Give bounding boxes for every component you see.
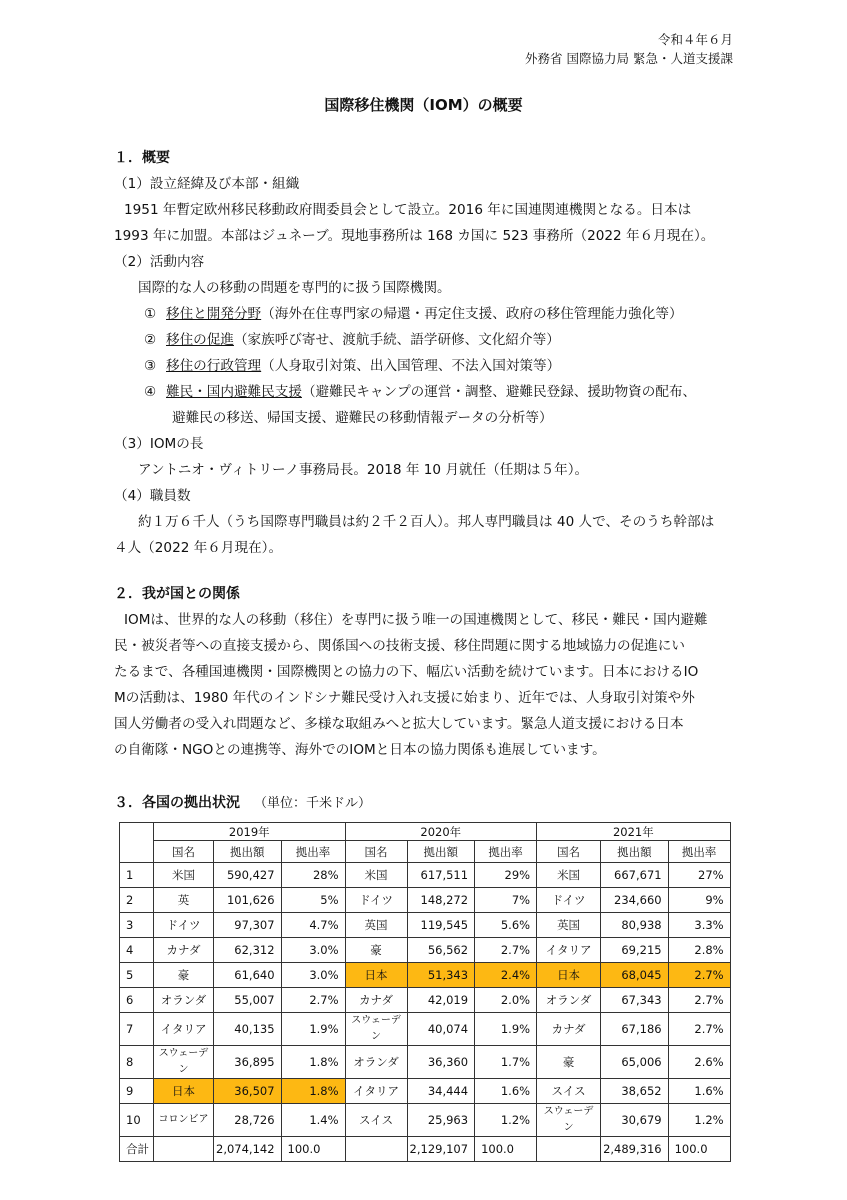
activity-item-desc: （人身取引対策、出入国管理、不法入国対策等） xyxy=(261,358,561,374)
activity-item-title: 移住の行政管理 xyxy=(166,358,262,374)
table-year-row xyxy=(120,823,731,841)
rate-cell: 2.7% xyxy=(475,938,537,963)
amount-cell: 2,489,316 xyxy=(601,1137,669,1162)
amount-cell: 38,652 xyxy=(601,1079,669,1104)
table-row xyxy=(120,938,731,963)
amount-cell: 97,307 xyxy=(214,913,282,938)
activity-item: ④ 難民・国内避難民支援（避難民キャンプの運営・調整、避難民登録、援助物資の配布、 xyxy=(144,384,697,400)
column-header: 国名 xyxy=(345,841,407,863)
country-cell: カナダ xyxy=(537,1013,601,1046)
amount-cell: 69,215 xyxy=(601,938,669,963)
amount-cell: 36,507 xyxy=(214,1079,282,1104)
document-department: 外務省 国際協力局 緊急・人道支援課 xyxy=(525,51,733,66)
amount-cell: 55,007 xyxy=(214,988,282,1013)
rate-cell: 100.0 xyxy=(668,1137,730,1162)
amount-cell: 30,679 xyxy=(601,1104,669,1137)
amount-cell: 2,129,107 xyxy=(407,1137,475,1162)
amount-cell: 101,626 xyxy=(214,888,282,913)
rate-cell: 2.6% xyxy=(668,1046,730,1079)
rank-cell: 6 xyxy=(120,988,154,1013)
amount-cell: 28,726 xyxy=(214,1104,282,1137)
country-cell: イタリア xyxy=(154,1013,214,1046)
rank-cell: 7 xyxy=(120,1013,154,1046)
rate-cell: 27% xyxy=(668,863,730,888)
rate-cell: 5% xyxy=(281,888,345,913)
country-cell: ドイツ xyxy=(537,888,601,913)
column-header: 拠出額 xyxy=(601,841,669,863)
rate-cell: 100.0 xyxy=(281,1137,345,1162)
rank-cell: 10 xyxy=(120,1104,154,1137)
amount-cell: 67,186 xyxy=(601,1013,669,1046)
country-cell: スウェーデン xyxy=(154,1046,214,1079)
table-row xyxy=(120,1104,731,1137)
country-cell: イタリア xyxy=(345,1079,407,1104)
rate-cell: 2.7% xyxy=(668,988,730,1013)
section3-unit: （単位：千米ドル） xyxy=(254,796,372,811)
amount-cell: 67,343 xyxy=(601,988,669,1013)
rate-cell: 2.4% xyxy=(475,963,537,988)
rate-cell: 2.7% xyxy=(668,963,730,988)
column-header: 国名 xyxy=(154,841,214,863)
year-header: 2019年 xyxy=(154,823,346,841)
rate-cell: 2.0% xyxy=(475,988,537,1013)
amount-cell: 148,272 xyxy=(407,888,475,913)
country-cell: 日本 xyxy=(154,1079,214,1104)
country-cell: 英国 xyxy=(345,913,407,938)
country-cell: 英国 xyxy=(537,913,601,938)
rank-cell: 2 xyxy=(120,888,154,913)
amount-cell: 617,511 xyxy=(407,863,475,888)
rate-cell: 1.8% xyxy=(281,1046,345,1079)
amount-cell: 42,019 xyxy=(407,988,475,1013)
section1-heading: １．概要 xyxy=(114,150,170,166)
document-header xyxy=(525,30,733,68)
country-cell: イタリア xyxy=(537,938,601,963)
country-cell: 日本 xyxy=(537,963,601,988)
country-cell: 豪 xyxy=(154,963,214,988)
section2-line: Mの活動は、1980 年代のインドシナ難民受け入れ支援に始まり、近年では、人身取引対策や外 xyxy=(114,690,695,706)
rate-cell: 7% xyxy=(475,888,537,913)
year-header: 2020年 xyxy=(345,823,537,841)
rank-cell: 9 xyxy=(120,1079,154,1104)
section1-sub2-intro: 国際的な人の移動の問題を専門的に扱う国際機関。 xyxy=(138,280,451,296)
total-label-cell: 合計 xyxy=(120,1137,154,1162)
activity-item-desc: （家族呼び寄せ、渡航手続、語学研修、文化紹介等） xyxy=(233,332,560,348)
table-row xyxy=(120,913,731,938)
rate-cell: 1.9% xyxy=(281,1013,345,1046)
country-cell xyxy=(154,1137,214,1162)
section1-sub1-label: （1）設立経緯及び本部・組織 xyxy=(114,176,300,192)
country-cell: オランダ xyxy=(154,988,214,1013)
amount-cell: 590,427 xyxy=(214,863,282,888)
country-cell: ドイツ xyxy=(345,888,407,913)
activity-item: ③ 移住の行政管理（人身取引対策、出入国管理、不法入国対策等） xyxy=(144,358,561,374)
country-cell: スイス xyxy=(537,1079,601,1104)
activity-item-desc: （海外在住専門家の帰還・再定住支援、政府の移住管理能力強化等） xyxy=(261,306,683,322)
country-cell: 日本 xyxy=(345,963,407,988)
rate-cell: 1.8% xyxy=(281,1079,345,1104)
year-header: 2021年 xyxy=(537,823,731,841)
rate-cell: 1.6% xyxy=(668,1079,730,1104)
activity-item-continuation: 避難民の移送、帰国支援、避難民の移動情報データの分析等） xyxy=(172,410,553,426)
amount-cell: 56,562 xyxy=(407,938,475,963)
country-cell xyxy=(345,1137,407,1162)
rate-cell: 3.0% xyxy=(281,938,345,963)
amount-cell: 119,545 xyxy=(407,913,475,938)
amount-cell: 68,045 xyxy=(601,963,669,988)
column-header: 拠出額 xyxy=(407,841,475,863)
activity-item-title: 難民・国内避難民支援 xyxy=(166,384,302,400)
activity-item-title: 移住の促進 xyxy=(166,332,234,348)
rate-cell: 1.6% xyxy=(475,1079,537,1104)
section1-sub3-text: アントニオ・ヴィトリーノ事務局長。2018 年 10 月就任（任期は５年）。 xyxy=(138,462,589,478)
section1-sub4-line: ４人（2022 年６月現在）。 xyxy=(114,540,283,556)
rate-cell: 1.7% xyxy=(475,1046,537,1079)
rank-cell: 5 xyxy=(120,963,154,988)
rate-cell: 2.8% xyxy=(668,938,730,963)
column-header: 拠出額 xyxy=(214,841,282,863)
section2-line: 民・被災者等への直接支援から、関係国への技術支援、移住問題に関する地域協力の促進にい xyxy=(114,638,685,654)
table-row xyxy=(120,863,731,888)
rate-cell: 1.4% xyxy=(281,1104,345,1137)
rank-cell: 1 xyxy=(120,863,154,888)
section1-sub1-line: 1951 年暫定欧州移民移動政府間委員会として設立。2016 年に国連関連機関となる。日本は xyxy=(124,202,692,218)
amount-cell: 36,895 xyxy=(214,1046,282,1079)
column-header: 拠出率 xyxy=(281,841,345,863)
amount-cell: 62,312 xyxy=(214,938,282,963)
section1-sub4-label: （4）職員数 xyxy=(114,488,191,504)
document-date: 令和４年６月 xyxy=(657,32,733,47)
column-header: 拠出率 xyxy=(668,841,730,863)
rate-cell: 1.9% xyxy=(475,1013,537,1046)
rate-cell: 4.7% xyxy=(281,913,345,938)
activity-item: ① 移住と開発分野（海外在住専門家の帰還・再定住支援、政府の移住管理能力強化等） xyxy=(144,306,683,322)
section2-line: の自衛隊・NGOとの連携等、海外でのIOMと日本の協力関係も進展しています。 xyxy=(114,742,606,758)
section1-sub1-line: 1993 年に加盟。本部はジュネーブ。現地事務所は 168 カ国に 523 事務所（2022 年６月現在）。 xyxy=(114,228,715,244)
section1-sub2-label: （2）活動内容 xyxy=(114,254,205,270)
activity-item-title: 移住と開発分野 xyxy=(166,306,262,322)
activity-item: ② 移住の促進（家族呼び寄せ、渡航手続、語学研修、文化紹介等） xyxy=(144,332,560,348)
column-header: 拠出率 xyxy=(475,841,537,863)
table-row xyxy=(120,888,731,913)
table-row xyxy=(120,1079,731,1104)
table-total-row xyxy=(120,1137,731,1162)
country-cell: カナダ xyxy=(345,988,407,1013)
country-cell: 米国 xyxy=(154,863,214,888)
rate-cell: 9% xyxy=(668,888,730,913)
rank-cell: 3 xyxy=(120,913,154,938)
section2-line: たるまで、各種国連機関・国際機関との協力の下、幅広い活動を続けています。日本におけるIO xyxy=(114,664,699,680)
rate-cell: 3.3% xyxy=(668,913,730,938)
country-cell: 米国 xyxy=(345,863,407,888)
country-cell: スイス xyxy=(345,1104,407,1137)
country-cell: 米国 xyxy=(537,863,601,888)
amount-cell: 36,360 xyxy=(407,1046,475,1079)
amount-cell: 667,671 xyxy=(601,863,669,888)
country-cell: 英 xyxy=(154,888,214,913)
section2-heading: ２．我が国との関係 xyxy=(114,586,240,602)
country-cell: スウェーデン xyxy=(537,1104,601,1137)
rate-cell: 2.7% xyxy=(668,1013,730,1046)
section2-line: 国人労働者の受入れ問題など、多様な取組みへと拡大しています。緊急人道支援における日本 xyxy=(114,716,684,732)
rate-cell: 1.2% xyxy=(668,1104,730,1137)
table-row xyxy=(120,1013,731,1046)
column-header: 国名 xyxy=(537,841,601,863)
rate-cell: 2.7% xyxy=(281,988,345,1013)
country-cell xyxy=(537,1137,601,1162)
rate-cell: 1.2% xyxy=(475,1104,537,1137)
country-cell: オランダ xyxy=(537,988,601,1013)
table-header-row xyxy=(120,841,731,863)
table-row xyxy=(120,988,731,1013)
amount-cell: 65,006 xyxy=(601,1046,669,1079)
table-row xyxy=(120,963,731,988)
section2-line: IOMは、世界的な人の移動（移住）を専門に扱う唯一の国連機関として、移民・難民・国内避難 xyxy=(124,612,708,628)
country-cell: 豪 xyxy=(345,938,407,963)
rate-cell: 3.0% xyxy=(281,963,345,988)
country-cell: オランダ xyxy=(345,1046,407,1079)
rate-cell: 28% xyxy=(281,863,345,888)
rank-cell: 8 xyxy=(120,1046,154,1079)
activity-item-desc: （避難民キャンプの運営・調整、避難民登録、援助物資の配布、 xyxy=(301,384,697,400)
rate-cell: 5.6% xyxy=(475,913,537,938)
country-cell: スウェーデン xyxy=(345,1013,407,1046)
country-cell: コロンビア xyxy=(154,1104,214,1137)
section1-sub4-line: 約１万６千人（うち国際専門職員は約２千２百人）。邦人専門職員は 40 人で、そのうち幹部は xyxy=(138,514,715,530)
amount-cell: 25,963 xyxy=(407,1104,475,1137)
rank-cell: 4 xyxy=(120,938,154,963)
document-body xyxy=(114,145,734,763)
amount-cell: 40,074 xyxy=(407,1013,475,1046)
country-cell: ドイツ xyxy=(154,913,214,938)
section3-heading: ３．各国の拠出状況 （単位：千米ドル） xyxy=(114,795,372,811)
amount-cell: 80,938 xyxy=(601,913,669,938)
amount-cell: 2,074,142 xyxy=(214,1137,282,1162)
section1-sub3-label: （3）IOMの長 xyxy=(114,436,204,452)
country-cell: 豪 xyxy=(537,1046,601,1079)
amount-cell: 51,343 xyxy=(407,963,475,988)
document-title: 国際移住機関（IOM）の概要 xyxy=(324,96,523,114)
table-row xyxy=(120,1046,731,1079)
amount-cell: 234,660 xyxy=(601,888,669,913)
country-cell: カナダ xyxy=(154,938,214,963)
amount-cell: 34,444 xyxy=(407,1079,475,1104)
rate-cell: 100.0 xyxy=(475,1137,537,1162)
amount-cell: 61,640 xyxy=(214,963,282,988)
amount-cell: 40,135 xyxy=(214,1013,282,1046)
rate-cell: 29% xyxy=(475,863,537,888)
contribution-table xyxy=(119,822,731,1162)
